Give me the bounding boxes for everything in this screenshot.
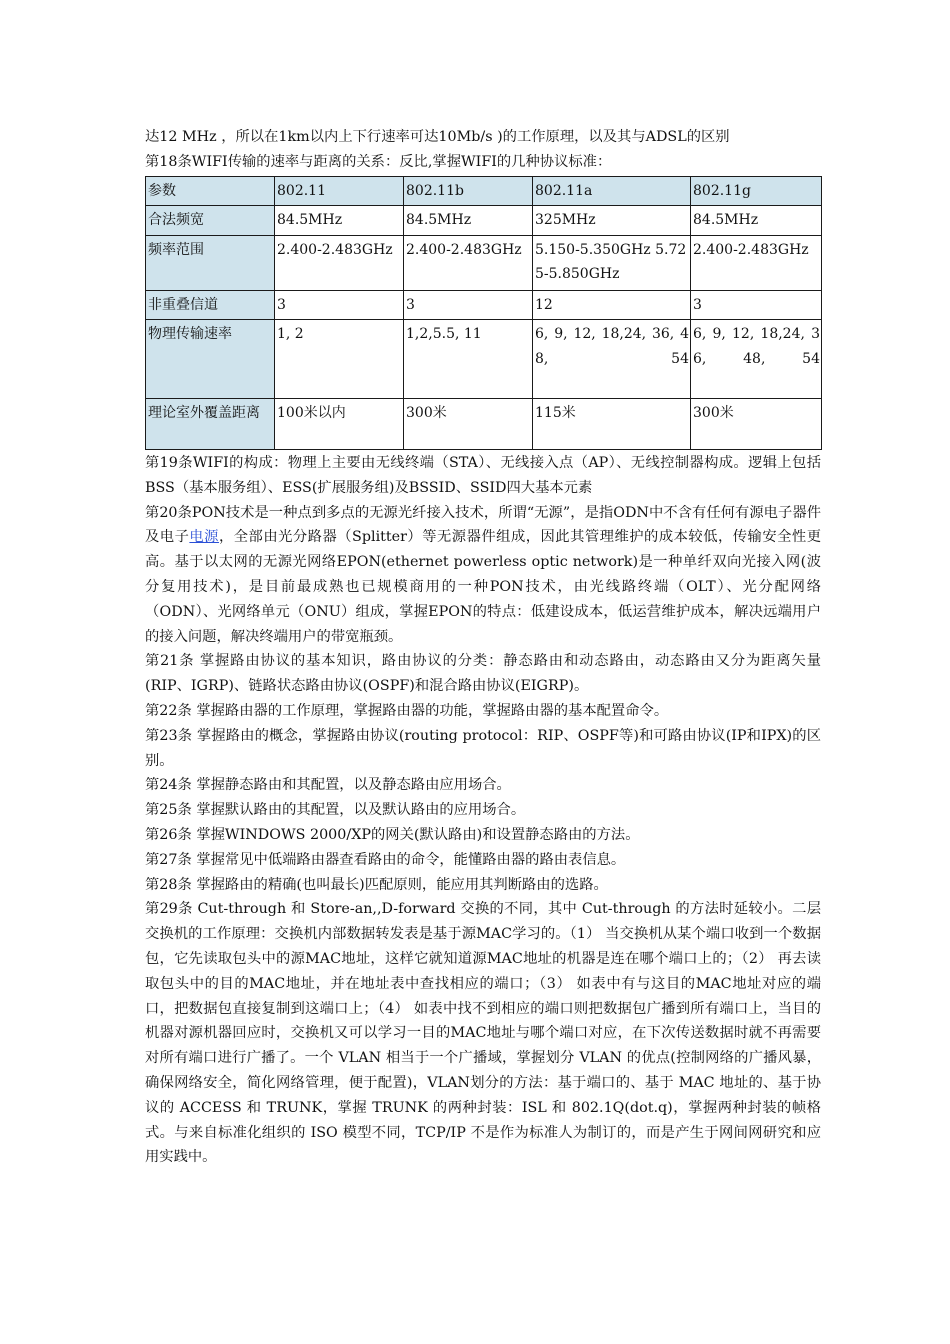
- table-cell: 1,2,5.5, 11: [404, 320, 533, 399]
- table-cell: 3: [275, 290, 404, 320]
- section-18: 第18条WIFI传输的速率与距离的关系：反比,掌握WIFI的几种协议标准：: [145, 153, 612, 170]
- power-supply-link[interactable]: 电源: [189, 529, 219, 546]
- table-cell: 6, 9, 12, 18,24, 36, 48, 54: [533, 320, 691, 399]
- table-row-label: 频率范围: [146, 235, 275, 290]
- section-29: 第29条 Cut-through 和 Store-an,,D-forward 交换的不同，其中 Cut-through 的方法时延较小。二层交换机的工作原理：交换机内部数据转发表是基于源MAC学习的。（1） 当交换机从某个端口收到一个数据包，它先读取包头中的源MAC地址，这样它就知道源MAC地址的机器是连在哪个端口上的；（2） 再去读取包头中的目的MAC地址，并在地址表中查找相应的端口；（3） 如表中有与这目的MAC地址对应的端口，把数据包直接复制到这端口上；（4） 如表中找不到相应的端口则把数据包广播到所有端口上，当目的机器对源机器回应时，交换机又可以学习一目的MAC地址与哪个端口对应，在下次传送数据时就不再需要对所有端口进行广播了。一个 VLAN 相当于一个广播域，掌握划分 VLAN 的优点(控制网络的广播风暴，确保网络安全，简化网络管理，便于配置)，VLAN划分的方法：基于端口的、基于 MAC 地址的、基于协议的 ACCESS 和 TRUNK，掌握 TRUNK 的两种封装：ISL 和 802.1Q(dot.q)，掌握两种封装的帧格式。与来自标准化组织的 ISO 模型不同，TCP/IP 不是作为标准人为制订的，而是产生于网间网研究和应用实践中。: [145, 901, 821, 1166]
- table-cell: 5.150-5.350GHz 5.725-5.850GHz: [533, 235, 691, 290]
- table-row: [146, 235, 822, 290]
- document-page: [145, 125, 821, 1170]
- section-22: 第22条 掌握路由器的工作原理，掌握路由器的功能，掌握路由器的基本配置命令。: [145, 703, 669, 720]
- section-25: 第25条 掌握默认路由的其配置，以及默认路由的应用场合。: [145, 802, 526, 819]
- table-row-label: 非重叠信道: [146, 290, 275, 320]
- table-cell: 3: [404, 290, 533, 320]
- table-cell: 2.400-2.483GHz: [404, 235, 533, 290]
- table-cell-header: 802.11b: [404, 176, 533, 206]
- table-row: [146, 206, 822, 236]
- table-row-label: 合法频宽: [146, 206, 275, 236]
- section-27: 第27条 掌握常见中低端路由器查看路由的命令，能懂路由器的路由表信息。: [145, 851, 626, 868]
- section-23: 第23条 掌握路由的概念，掌握路由协议(routing protocol：RIP、OSPF等)和可路由协议(IP和IPX)的区别。: [145, 727, 821, 769]
- table-cell: 115米: [533, 399, 691, 450]
- table-cell: 3: [691, 290, 822, 320]
- wifi-standards-table: [145, 176, 822, 451]
- section-20: [145, 501, 821, 650]
- table-cell-header: 参数: [146, 176, 275, 206]
- section-19: 第19条WIFI的构成：物理上主要由无线终端（STA）、无线接入点（AP）、无线控制器构成。逻辑上包括BSS（基本服务组）、ESS(扩展服务组)及BSSID、SSID四大基本元素: [145, 455, 821, 496]
- table-cell: 84.5MHz: [404, 206, 533, 236]
- section-26: 第26条 掌握WINDOWS 2000/XP的网关(默认路由)和设置静态路由的方法。: [145, 827, 640, 844]
- table-cell: 100米以内: [275, 399, 404, 450]
- top-line: 达12 MHz ，所以在1km以内上下行速率可达10Mb/s )的工作原理，以及其与ADSL的区别: [145, 129, 730, 145]
- table-cell: 300米: [691, 399, 822, 450]
- section-21: 第21条 掌握路由协议的基本知识，路由协议的分类：静态路由和动态路由，动态路由又分为距离矢量(RIP、IGRP)、链路状态路由协议(OSPF)和混合路由协议(EIGRP)。: [145, 653, 821, 695]
- table-row: [146, 320, 822, 399]
- table-cell: 2.400-2.483GHz: [691, 235, 822, 290]
- table-row-label: 理论室外覆盖距离: [146, 399, 275, 450]
- table-row-label: 物理传输速率: [146, 320, 275, 399]
- section-20-text-a: 第20条PON技术是一种点到多点的无源光纤接入技术，所谓“无源”，是指ODN中不含有任何有源电子器件及电子: [145, 504, 821, 546]
- section-20-text-b: ，全部由光分路器（Splitter）等无源器件组成，因此其管理维护的成本较低，传输安全性更高。基于以太网的无源光网络EPON(ethernet powerless optic network)是一种单纤双向光接入网(波分复用技术)，是目前最成熟也已规模商用的一种PON技术，由光线路终端（OLT）、光分配网络（ODN）、光网络单元（ONU）组成，掌握EPON的特点：低建设成本，低运营维护成本，解决远端用户的接入问题，解决终端用户的带宽瓶颈。: [145, 529, 822, 645]
- table-cell: 84.5MHz: [275, 206, 404, 236]
- table-cell: 325MHz: [533, 206, 691, 236]
- table-row: [146, 176, 822, 206]
- table-cell: 84.5MHz: [691, 206, 822, 236]
- section-28: 第28条 掌握路由的精确(也叫最长)匹配原则，能应用其判断路由的选路。: [145, 876, 608, 893]
- table-cell: 6, 9, 12, 18,24, 36, 48, 54: [691, 320, 822, 399]
- table-cell: 2.400-2.483GHz: [275, 235, 404, 290]
- table-cell: 12: [533, 290, 691, 320]
- section-24: 第24条 掌握静态路由和其配置，以及静态路由应用场合。: [145, 777, 511, 794]
- table-cell-header: 802.11: [275, 176, 404, 206]
- table-cell-header: 802.11g: [691, 176, 822, 206]
- table-cell: 300米: [404, 399, 533, 450]
- table-row: [146, 290, 822, 320]
- table-cell: 1, 2: [275, 320, 404, 399]
- table-row: [146, 399, 822, 450]
- table-cell-header: 802.11a: [533, 176, 691, 206]
